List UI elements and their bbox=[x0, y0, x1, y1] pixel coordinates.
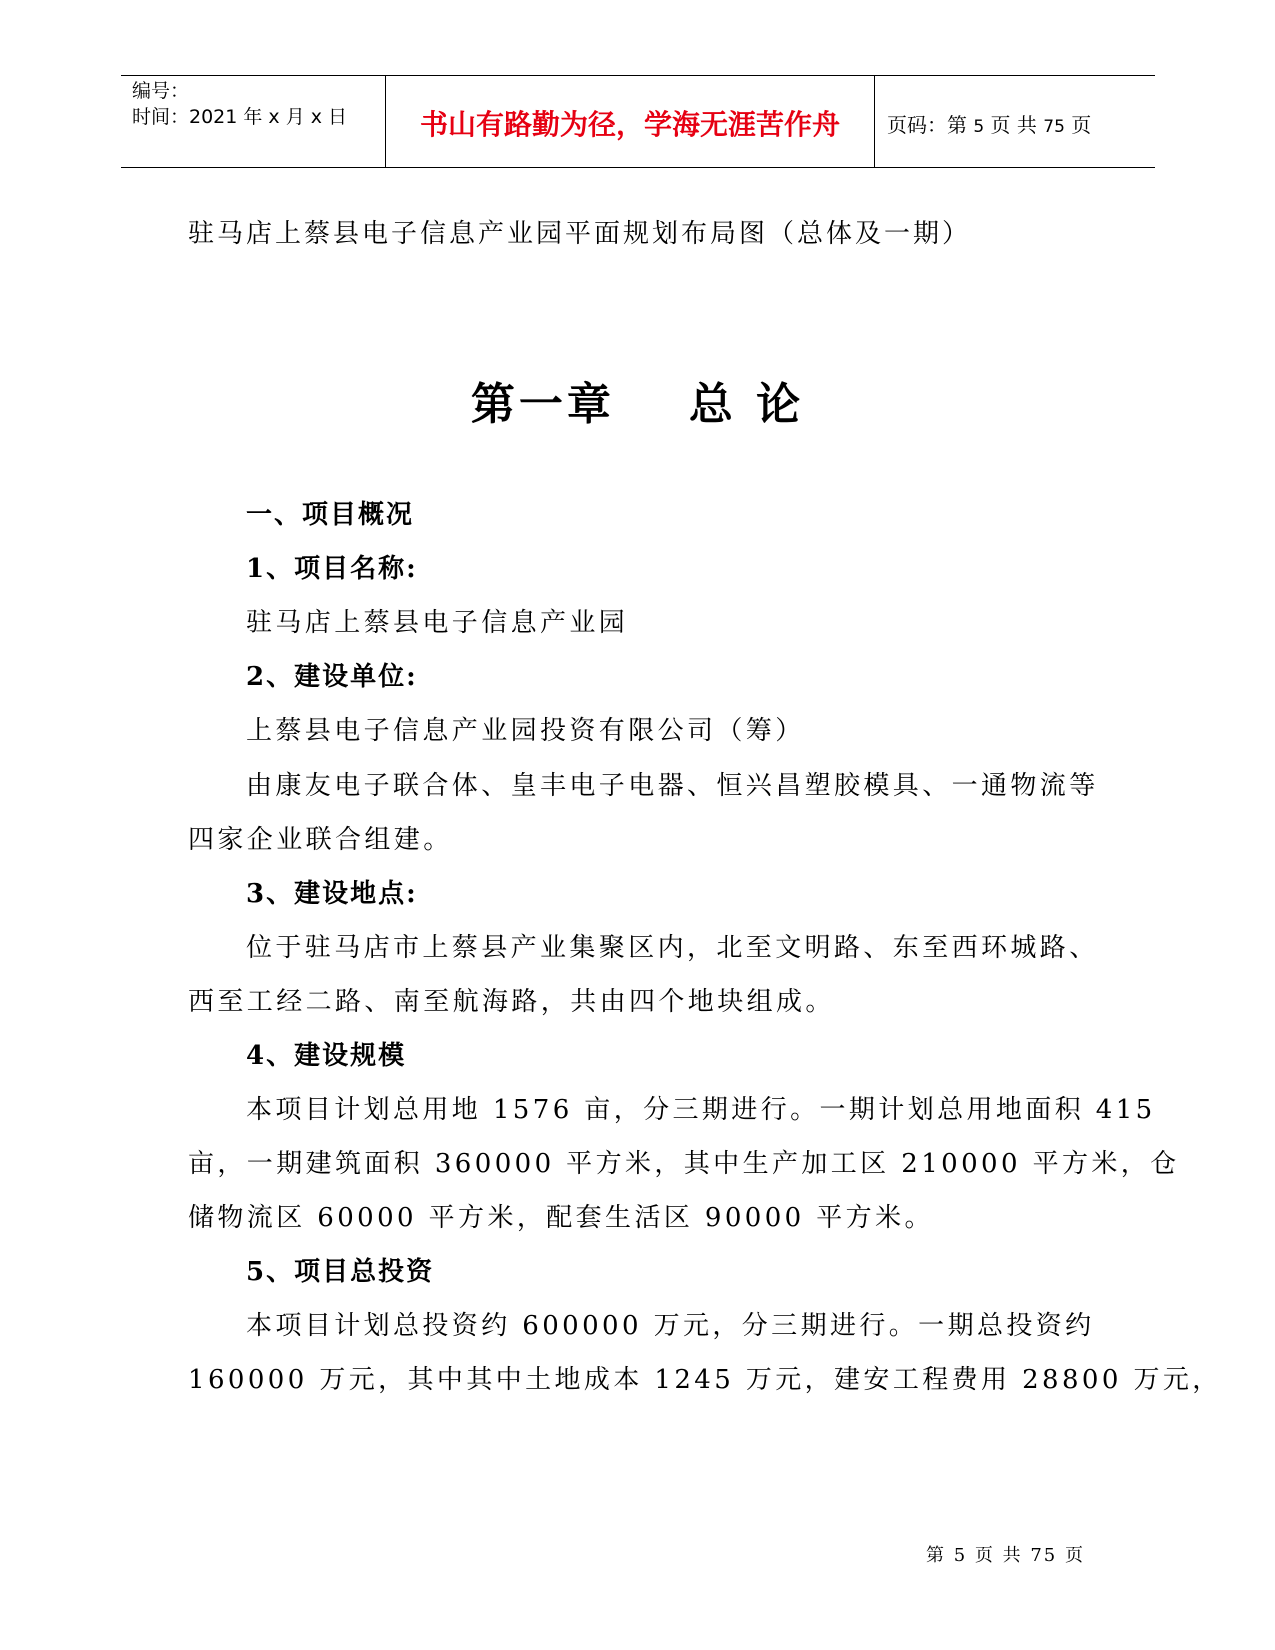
item-1-heading: 1、项目名称: bbox=[246, 554, 418, 584]
item-4-heading: 4、建设规模 bbox=[246, 1041, 407, 1071]
item-1-text: 驻马店上蔡县电子信息产业园 bbox=[246, 608, 629, 638]
chapter-heading bbox=[0, 368, 1275, 432]
item-4-text-a: 本项目计划总用地 1576 亩，分三期进行。一期计划总用地面积 415 bbox=[246, 1095, 1156, 1125]
header-page-cell bbox=[875, 76, 1155, 167]
page-suffix: 页 bbox=[1071, 113, 1092, 137]
page-mid: 页 共 bbox=[990, 113, 1037, 137]
header-page-indicator bbox=[887, 109, 1091, 138]
item-3-heading: 3、建设地点: bbox=[246, 879, 418, 909]
plan-title: 驻马店上蔡县电子信息产业园平面规划布局图（总体及一期） bbox=[188, 219, 972, 249]
item-3-text-b: 西至工经二路、南至航海路，共由四个地块组成。 bbox=[188, 987, 835, 1017]
item-2-text-2a: 由康友电子联合体、皇丰电子电器、恒兴昌塑胶模具、一通物流等 bbox=[246, 771, 1099, 801]
item-2-heading: 2、建设单位: bbox=[246, 662, 418, 692]
item-4-text-c: 储物流区 60000 平方米，配套生活区 90000 平方米。 bbox=[188, 1203, 934, 1233]
item-3-text-a: 位于驻马店市上蔡县产业集聚区内，北至文明路、东至西环城路、 bbox=[246, 933, 1099, 963]
motto-text: 书山有路勤为径，学海无涯苦作舟 bbox=[419, 107, 840, 141]
item-4-text-b: 亩，一期建筑面积 360000 平方米，其中生产加工区 210000 平方米，仓 bbox=[188, 1149, 1180, 1179]
section-heading: 一、项目概况 bbox=[246, 500, 415, 530]
header-meta-cell bbox=[121, 76, 386, 167]
page-total: 75 bbox=[1043, 117, 1065, 137]
item-2-text-2b: 四家企业联合组建。 bbox=[188, 825, 453, 855]
page-header bbox=[121, 75, 1155, 168]
page-prefix: 页码：第 bbox=[887, 113, 967, 137]
item-2-text-1: 上蔡县电子信息产业园投资有限公司（筹） bbox=[246, 716, 805, 746]
page-current: 5 bbox=[973, 117, 985, 137]
document-date: 时间：2021 年 x 月 x 日 bbox=[132, 106, 348, 128]
chapter-title: 总 论 bbox=[688, 379, 805, 430]
item-5-text-b: 160000 万元，其中其中土地成本 1245 万元，建安工程费用 28800 万元， bbox=[188, 1365, 1222, 1395]
header-motto-cell bbox=[386, 76, 875, 167]
item-5-text-a: 本项目计划总投资约 600000 万元，分三期进行。一期总投资约 bbox=[246, 1311, 1095, 1341]
footer-page-number: 第 5 页 共 75 页 bbox=[926, 1545, 1085, 1566]
chapter-number: 第一章 bbox=[470, 379, 615, 430]
item-5-heading: 5、项目总投资 bbox=[246, 1257, 435, 1287]
document-number-label: 编号： bbox=[132, 80, 190, 102]
